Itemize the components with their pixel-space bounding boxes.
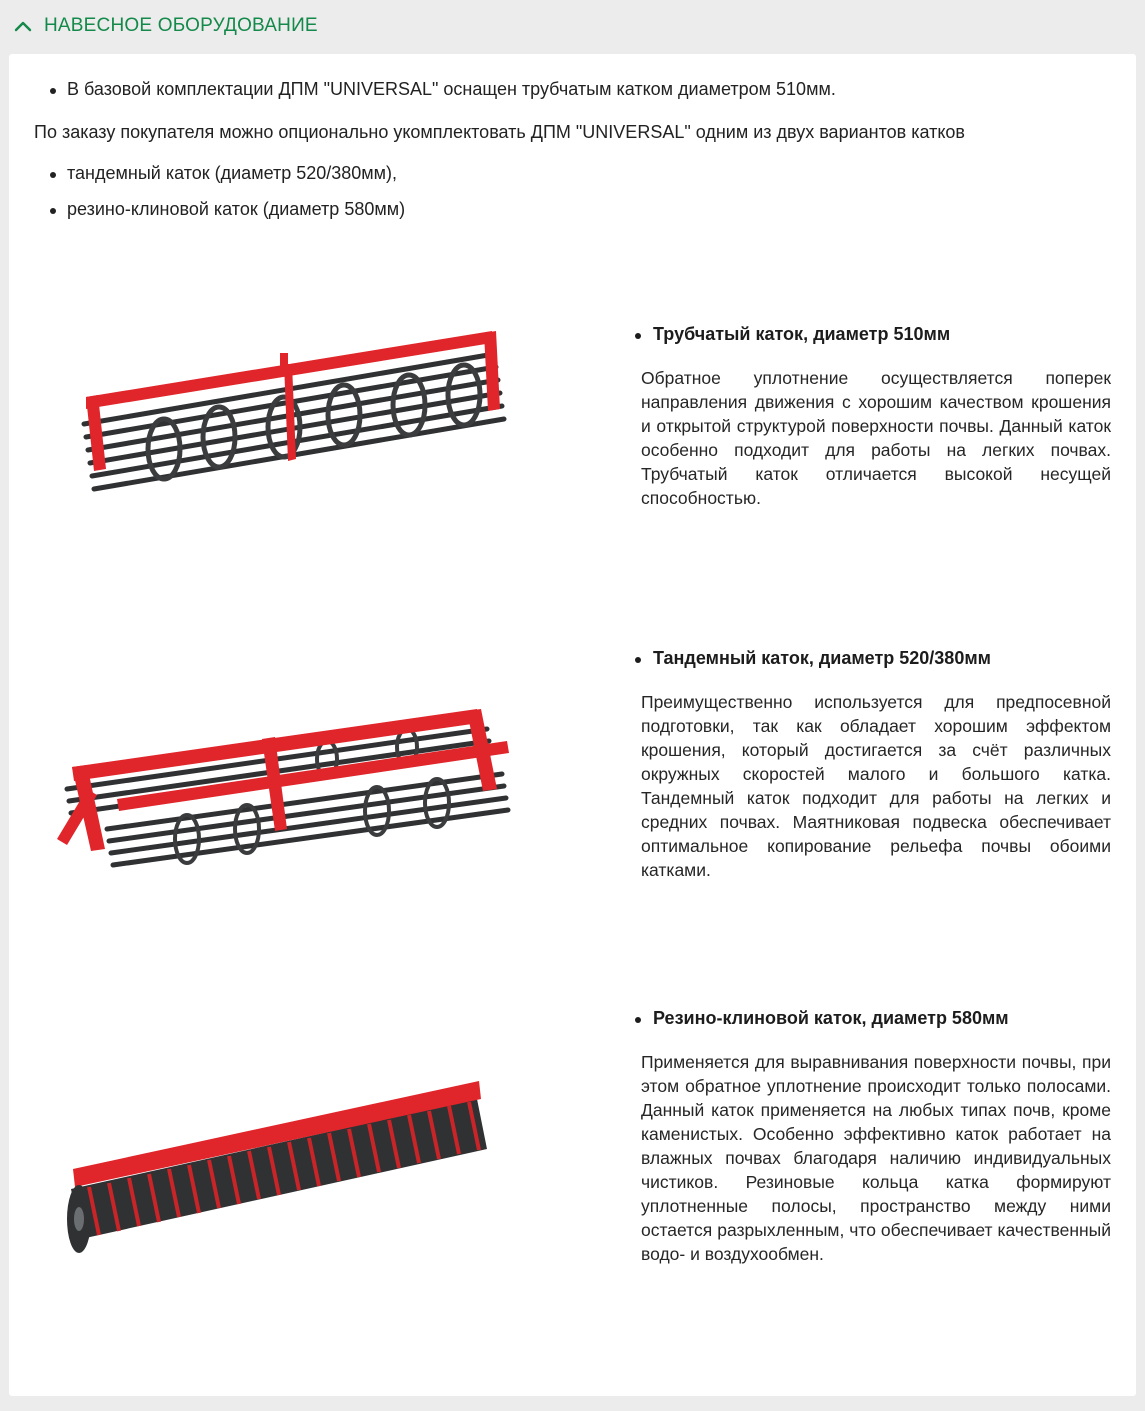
- section-text-rubber: Применяется для выравнивания поверхности почвы, при этом обратное уплотнение происходит только полосами. Данный каток применяется на любых типах почв, кроме каменистых. Особенно эффективно каток работает на влажных почвах благодаря наличию индивидуальных чистиков. Резиновые кольца катка формируют уплотненные полосы, пространство между ними остается разрыхленным, что обеспечивает качественный водо- и воздухообмен.: [641, 1052, 1111, 1264]
- section-title-tandem: Тандемный каток, диаметр 520/380мм: [653, 648, 991, 668]
- intro-bullet-base: В базовой комплектации ДПМ "UNIVERSAL" оснащен трубчатым катком диаметром 510мм.: [67, 79, 836, 99]
- rubber-roller-image: [59, 1069, 509, 1269]
- tandem-roller-image: [47, 679, 527, 889]
- accordion-header[interactable]: [0, 0, 1145, 52]
- tube-roller-image: [64, 309, 524, 509]
- intro-bullet-rubber: резино-клиновой каток (диаметр 580мм): [67, 199, 406, 219]
- section-title-rubber: Резино-клиновой каток, диаметр 580мм: [653, 1008, 1009, 1028]
- chevron-up-icon: [12, 15, 34, 37]
- intro-paragraph: По заказу покупателя можно опционально укомплектовать ДПМ "UNIVERSAL" одним из двух вариантов катков: [34, 122, 965, 142]
- section-title-tube: Трубчатый каток, диаметр 510мм: [653, 324, 951, 344]
- accordion-content: [9, 54, 1136, 1396]
- intro-bullet-tandem: тандемный каток (диаметр 520/380мм),: [67, 163, 398, 183]
- section-text-tube: Обратное уплотнение осуществляется поперек направления движения с хорошим качеством крошения и открытой структурой поверхности почвы. Данный каток особенно подходит для работы на легких почвах. Трубчатый каток отличается высокой несущей способностью.: [641, 368, 1111, 508]
- accordion-title: НАВЕСНОЕ ОБОРУДОВАНИЕ: [44, 15, 318, 36]
- section-text-tandem: Преимущественно используется для предпосевной подготовки, так как обладает хорошим эффектом крошения, который достигается за счёт различных окружных скоростей малого и большого катка. Тандемный каток подходит для работы на легких и средних почвах. Маятниковая подвеска обеспечивает оптимальное копирование рельефа почвы обоими катками.: [641, 692, 1111, 880]
